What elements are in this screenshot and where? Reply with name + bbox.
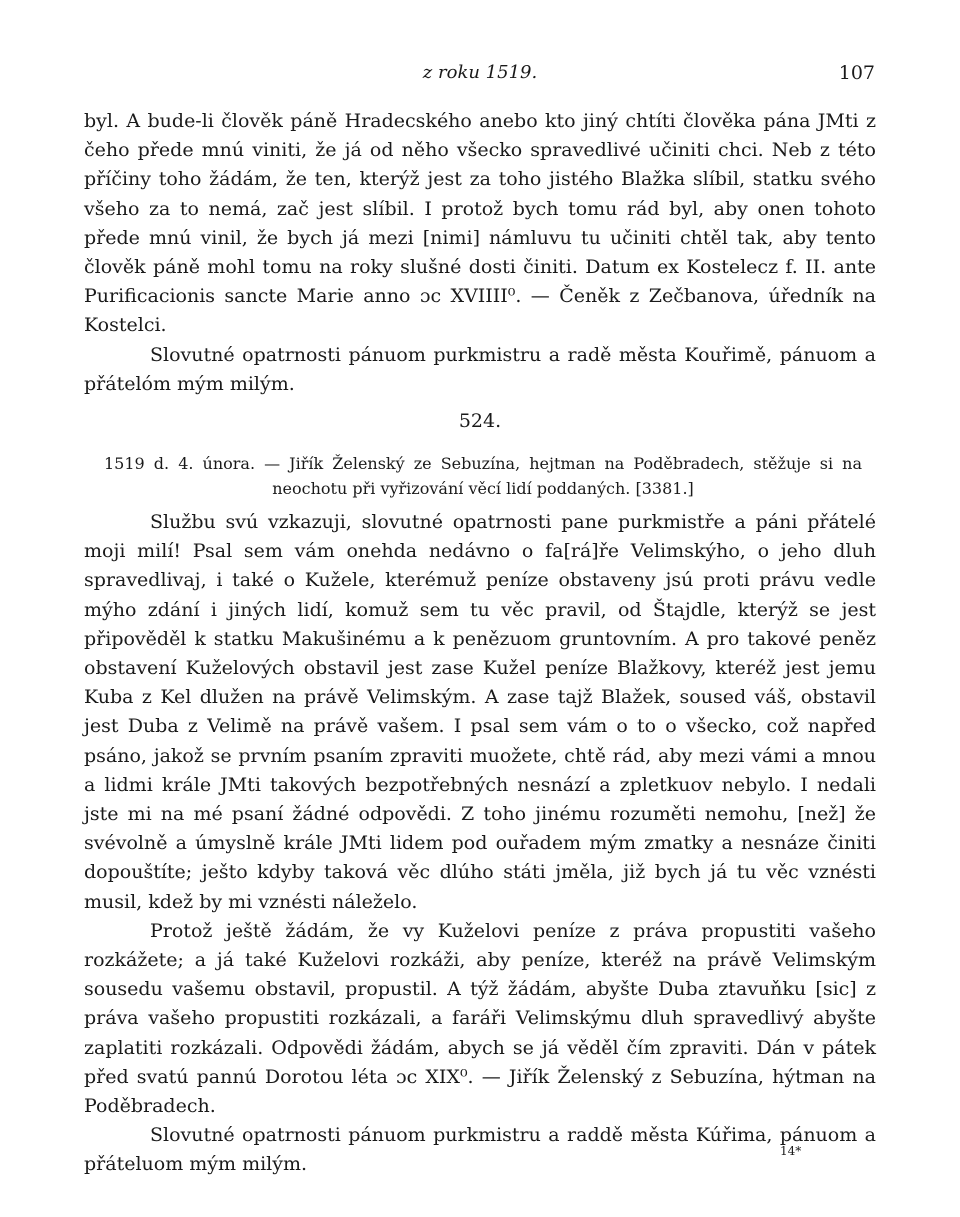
letter-address: Slovutné opatrnosti pánuom purkmistru a raddě města Kúřima, pánuom a přáteluom mým milým.	[84, 1124, 876, 1176]
regest-line-2: neochotu při vyřizování věcí lidí poddaných. [3381.]	[272, 479, 694, 498]
letter-paragraph-2: Protož ještě žádám, že vy Kuželovi peníze z práva propustiti vašeho rozkážete; a já také Kuželovi rozkáži, aby peníze, kteréž na právě Velimským sousedu vašemu obstavil, propustil. A týž žádám, abyšte Duba ztavuňku [sic] z práva vašeho propustiti rozkázali, a faráři Velimskýmu dluh spravedlivý abyšte zaplatiti rozkázali. Odpovědi žádám, abych se já věděl čím zpraviti. Dán v pátek před svatú pannú Dorotou léta ɔc XIX⁰. — Jiřík Želenský z Sebuzína, hýtman na Poděbradech.	[84, 919, 876, 1118]
intro-address: Slovutné opatrnosti pánuom purkmistru a radě města Kouřimě, pánuom a přátelóm mým milým.	[84, 343, 876, 395]
running-header-title: z roku 1519.	[422, 62, 538, 83]
intro-paragraph: byl. A bude-li člověk páně Hradecského anebo kto jiný chtíti člověka pána JMti z čeho přede mnú viniti, že já od něho všecko spravedlivé učiniti chci. Neb z této příčiny toho žádám, že ten, kterýž jest za toho jistého Blažka slíbil, statku svého všeho za to nemá, zač jest slíbil. I protož bych tomu rád byl, aby onen tohoto přede mnú vinil, že bych já mezi [nimi] námluvu tu učiniti chtěl tak, aby tento člověk páně mohl tomu na roky slušné dosti činiti. Datum ex Kostelecz f. II. ante Purificacionis sancte Marie anno ɔc XVIIII⁰. — Čeněk z Zečbanova, úředník na Kostelci.	[84, 110, 876, 337]
page-number: 107	[838, 62, 875, 84]
letter-text-block	[84, 508, 876, 1180]
intro-text-block	[84, 107, 876, 399]
letter-number: 524.	[458, 410, 502, 432]
letter-paragraph-1: Službu svú vzkazuji, slovutné opatrnosti pane purkmistře a páni přátelé moji milí! Psal sem vám onehda nedávno o fa[rá]ře Velimskýho, o jeho dluh spravedlivaj, i také o Kužele, kterémuž peníze obstaveny jsú proti právu vedle mýho zdání i jiných lidí, komuž sem tu věc pravil, od Štajdle, kterýž se jest připověděl k statku Makušinému a k penězuom gruntovním. A pro takové peněz obstavení Kuželových obstavil jest zase Kužel peníze Blažkovy, kteréž jest jemu Kuba z Kel dlužen na právě Velimským. A zase tajž Blažek, soused váš, obstavil jest Duba z Velimě na právě vašem. I psal sem vám o to o všecko, což napřed psáno, jakož se prvním psaním zpraviti muožete, chtě rád, aby mezi vámi a mnou a lidmi krále JMti takových bezpotřebných nesnází a zpletkuov nebylo. I nedali jste mi na mé psaní žádné odpovědi. Z toho jinému rozuměti nemohu, [než] že svévolně a úmyslně krále JMti lidem pod ouřadem mým zmatky a nesnáze činiti dopouštíte; ješto kdyby taková věc dlúho státi jměla, již bych já tu věc vznésti musil, kdež by mi vznésti náleželo.	[84, 511, 876, 913]
regest-line-1: 1519 d. 4. února. — Jiřík Želenský ze Sebuzína, hejtman na Poděbradech, stěžuje si na	[104, 454, 862, 473]
letter-regest	[104, 451, 862, 501]
signature-mark: 14*	[780, 1144, 802, 1158]
